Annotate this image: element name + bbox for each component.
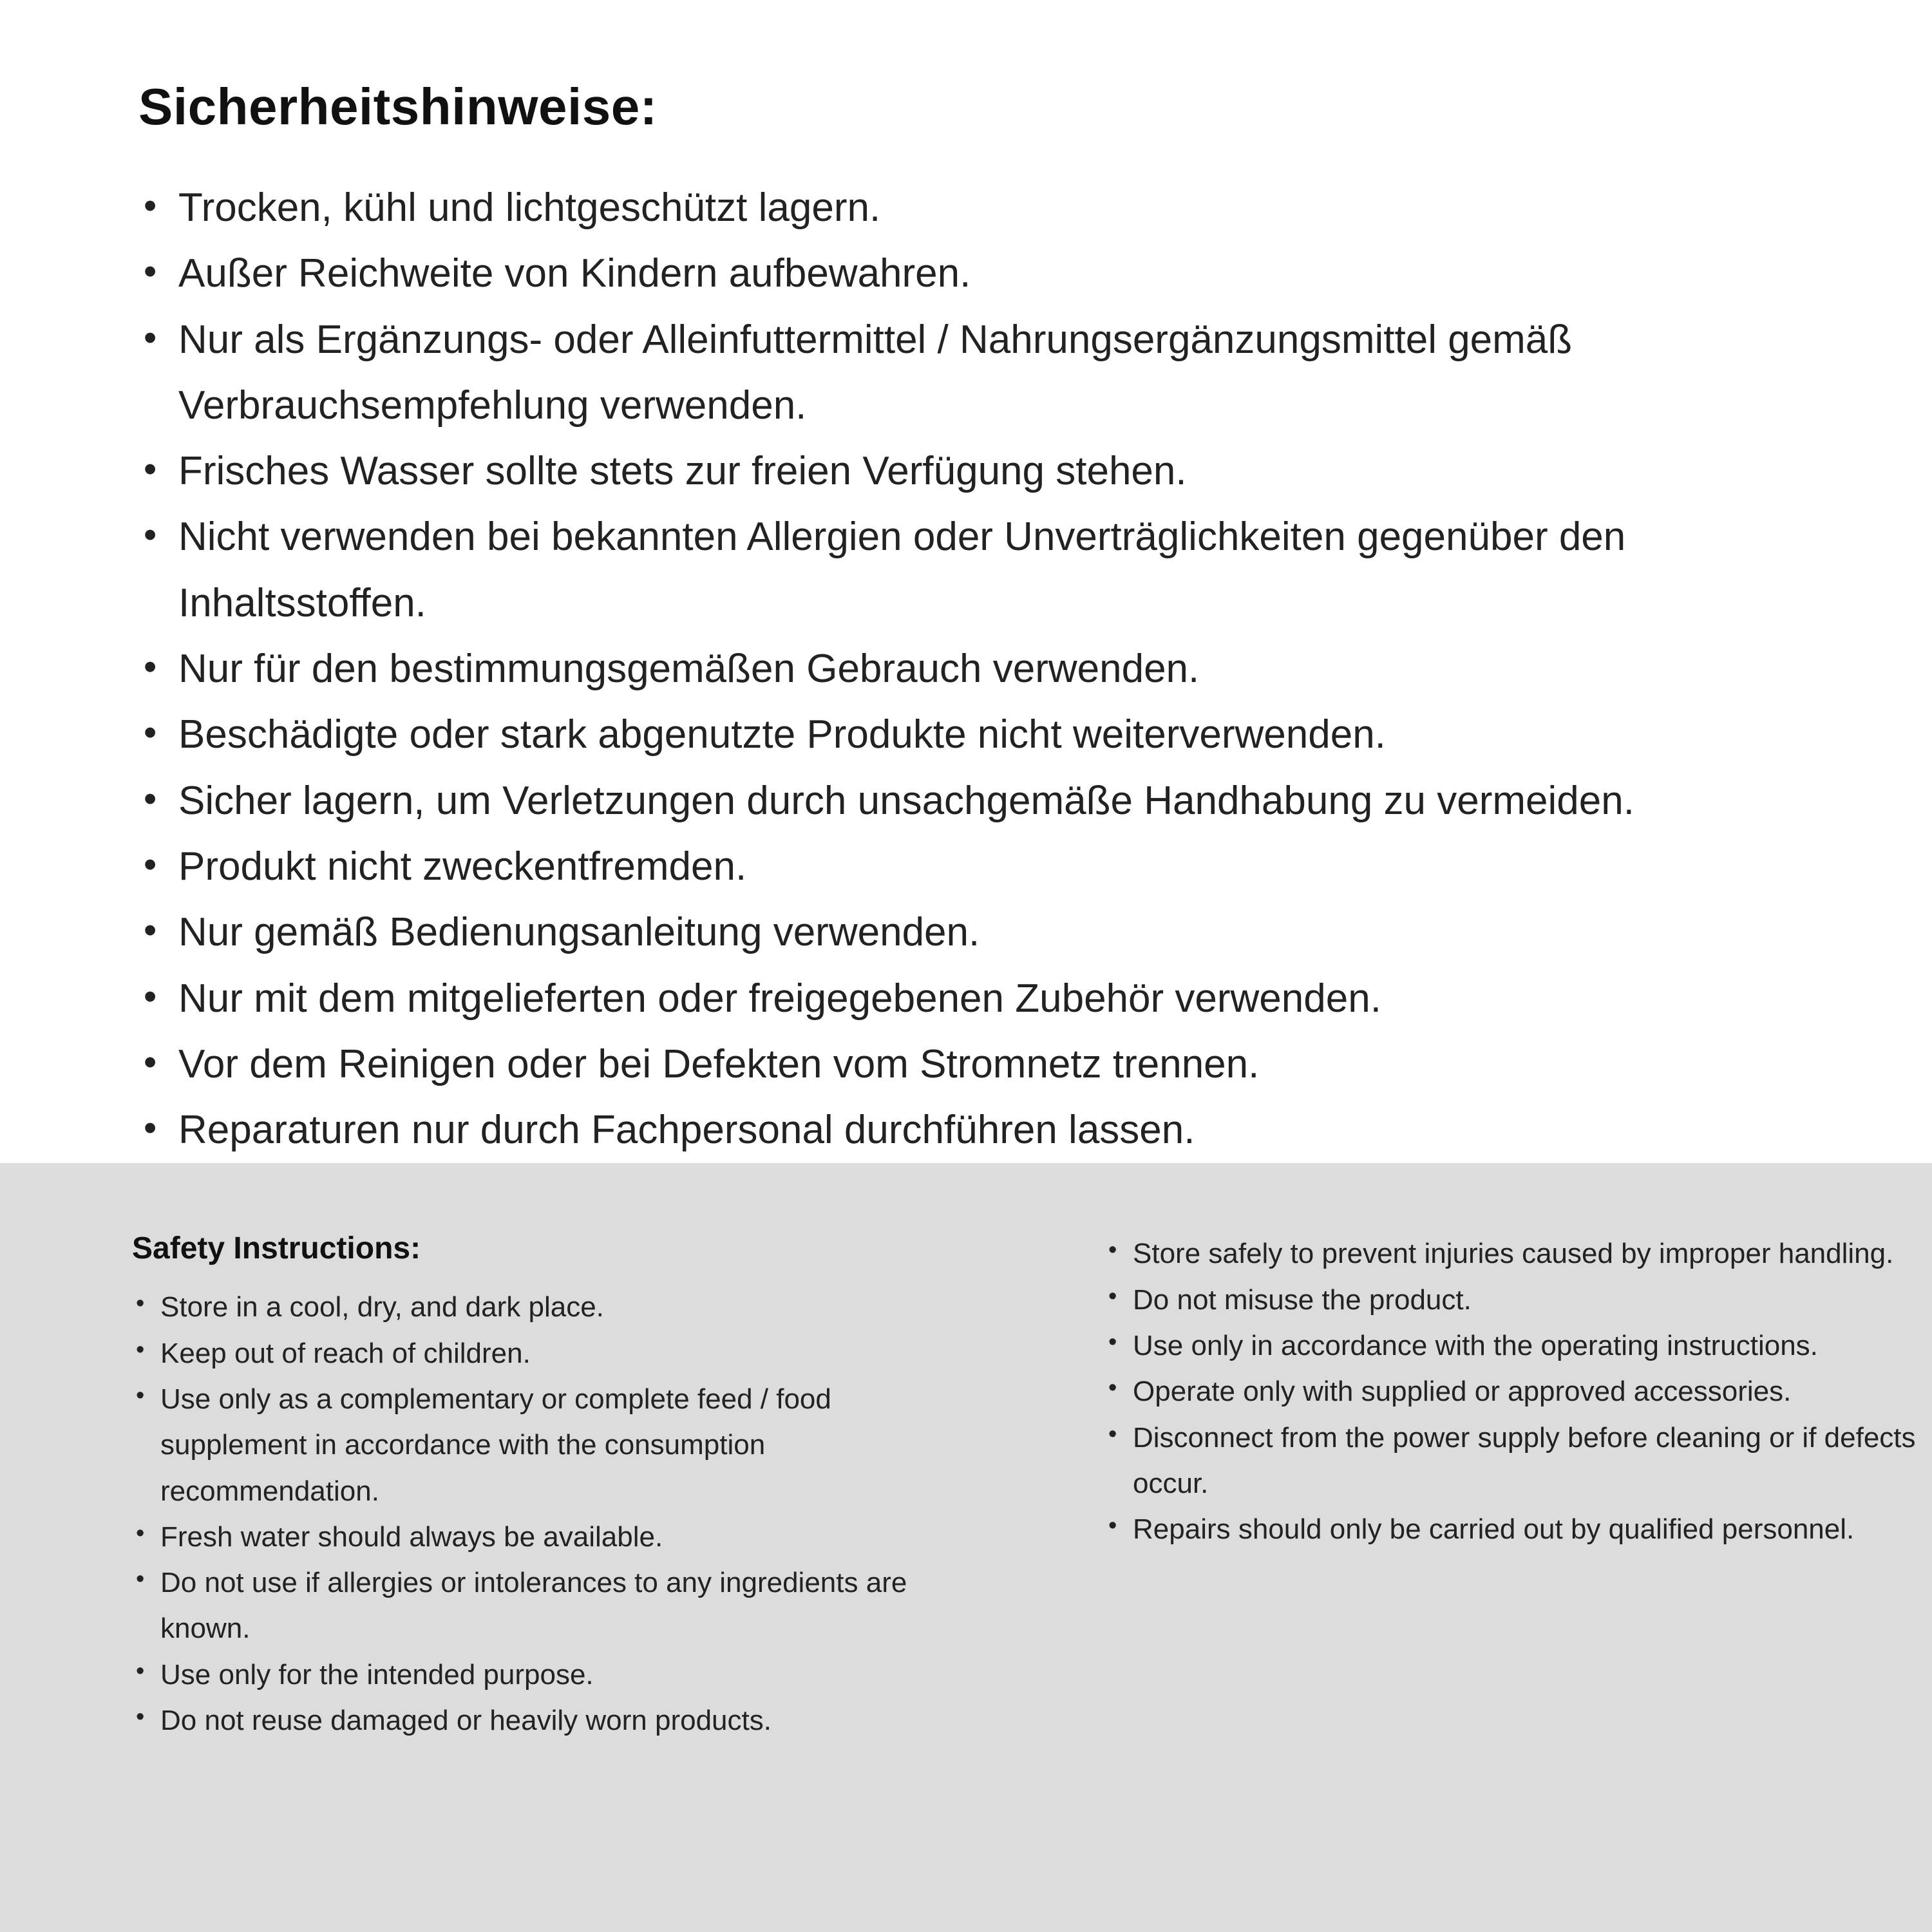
german-safety-item: • Frisches Wasser sollte stets zur freien Verfügung stehen. (138, 439, 1803, 504)
english-safety-item: • Repairs should only be carried out by qualified personnel. (1104, 1506, 1932, 1552)
english-column-right (1104, 1231, 1932, 1880)
german-section-title: Sicherheitshinweise: (138, 78, 658, 135)
english-safety-item: • Store safely to prevent injuries caused by improper handling. (1104, 1231, 1932, 1276)
english-safety-item: • Disconnect from the power supply before cleaning or if defects occur. (1104, 1415, 1932, 1507)
english-safety-section (0, 1163, 1932, 1932)
english-safety-item: • Do not reuse damaged or heavily worn products. (132, 1698, 982, 1743)
german-safety-item: • Nicht verwenden bei bekannten Allergien oder Unverträglichkeiten gegenüber den Inhaltsstoffen. (138, 504, 1803, 636)
german-safety-item: • Nur gemäß Bedienungsanleitung verwenden. (138, 900, 1803, 965)
german-safety-item: • Trocken, kühl und lichtgeschützt lagern. (138, 175, 1803, 241)
english-safety-item: • Keep out of reach of children. (132, 1331, 982, 1376)
german-safety-item: • Reparaturen nur durch Fachpersonal durchführen lassen. (138, 1097, 1803, 1163)
english-safety-item: • Store in a cool, dry, and dark place. (132, 1284, 982, 1330)
english-safety-item: • Fresh water should always be available. (132, 1514, 982, 1560)
german-safety-item: • Nur mit dem mitgelieferten oder freigegebenen Zubehör verwenden. (138, 966, 1803, 1032)
english-safety-item: • Use only for the intended purpose. (132, 1652, 982, 1698)
german-safety-list (138, 175, 1803, 1163)
english-section-title: Safety Instructions: (132, 1231, 421, 1266)
english-safety-item: • Operate only with supplied or approved accessories. (1104, 1368, 1932, 1414)
german-safety-item: • Außer Reichweite von Kindern aufbewahren. (138, 241, 1803, 307)
english-safety-item: • Do not use if allergies or intolerances to any ingredients are known. (132, 1560, 982, 1652)
english-safety-list-left (132, 1284, 982, 1743)
german-safety-item: • Sicher lagern, um Verletzungen durch unsachgemäße Handhabung zu vermeiden. (138, 768, 1803, 834)
german-safety-item: • Vor dem Reinigen oder bei Defekten vom Stromnetz trennen. (138, 1032, 1803, 1097)
german-safety-item: • Nur für den bestimmungsgemäßen Gebrauch verwenden. (138, 636, 1803, 702)
english-safety-item: • Use only as a complementary or complete feed / food supplement in accordance with the consumption recommendation. (132, 1376, 982, 1514)
german-safety-item: • Beschädigte oder stark abgenutzte Produkte nicht weiterverwenden. (138, 702, 1803, 768)
english-safety-list-right (1104, 1231, 1932, 1552)
english-safety-item: • Do not misuse the product. (1104, 1277, 1932, 1323)
german-safety-item: • Produkt nicht zweckentfremden. (138, 834, 1803, 900)
english-column-left (132, 1231, 982, 1880)
german-safety-item: • Nur als Ergänzungs- oder Alleinfuttermittel / Nahrungsergänzungsmittel gemäß Verbrauchsempfehlung verwenden. (138, 307, 1803, 439)
english-safety-item: • Use only in accordance with the operating instructions. (1104, 1323, 1932, 1368)
